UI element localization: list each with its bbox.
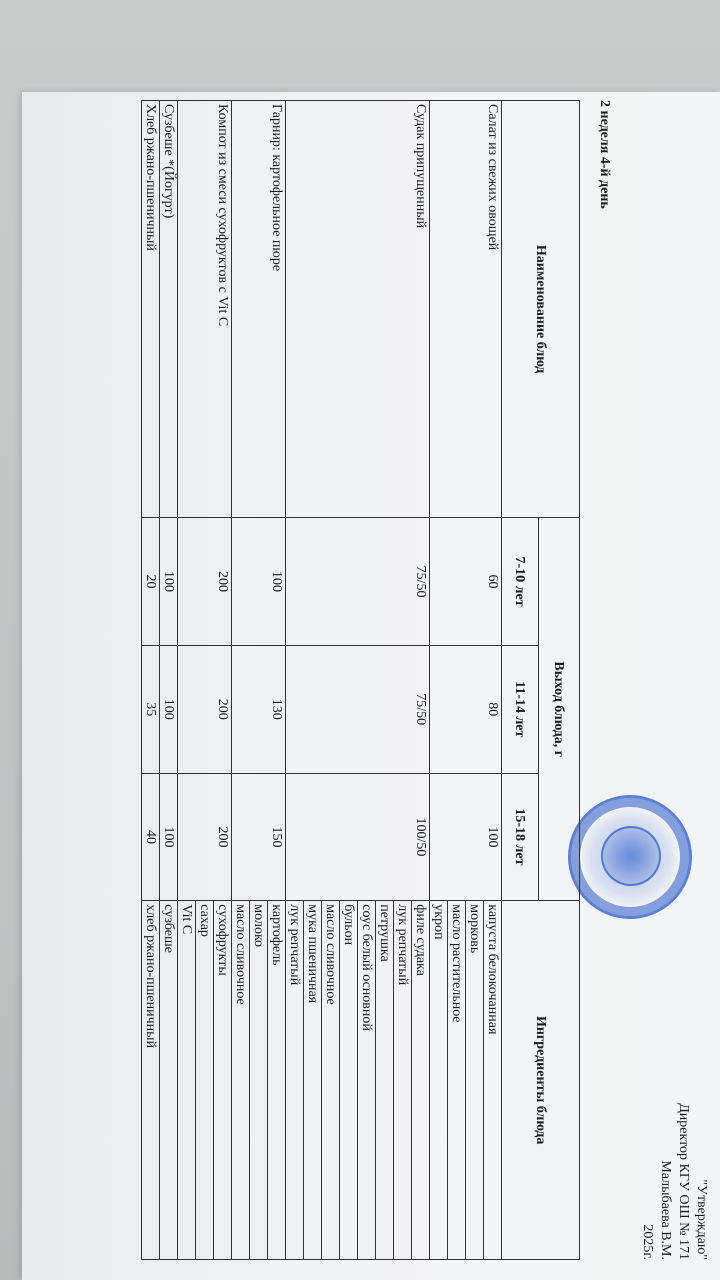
menu-page [20, 100, 710, 1260]
header-age-7-10: 7-10 лет [502, 518, 539, 646]
header-age-15-18: 15-18 лет [502, 773, 539, 901]
dish-name: Компот из смеси сухофруктов с Vit C [178, 101, 232, 518]
ingredient: масло растительное [448, 901, 466, 1260]
dish-value: 60 [430, 518, 502, 646]
dish-name: Судак припущенный [286, 101, 430, 518]
ingredient: молоко [250, 901, 268, 1260]
dish-name: Салат из свежих овощей [430, 101, 502, 518]
dish-value: 100 [232, 518, 286, 646]
dish-value: 40 [142, 773, 160, 901]
ingredient: сахар [196, 901, 214, 1260]
ingredient: лук репчатый [286, 901, 304, 1260]
ingredient: соус белый основной [358, 901, 376, 1260]
ingredient: хлеб ржано-пшеничный [142, 901, 160, 1260]
header-dish-name: Наименование блюд [502, 101, 580, 518]
ingredient: петрушка [376, 901, 394, 1260]
dish-value: 80 [430, 645, 502, 773]
dish-value: 75/50 [286, 518, 430, 646]
dish-value: 100 [430, 773, 502, 901]
ingredient: мука пшеничная [304, 901, 322, 1260]
dish-value: 200 [178, 645, 232, 773]
ingredient: бульон [340, 901, 358, 1260]
dish-name: Гарнир: картофельное пюре [232, 101, 286, 518]
dish-value: 100 [160, 645, 178, 773]
ingredient: сузбеше [160, 901, 178, 1260]
approval-line: Директор КГУ ОШ № 171 [676, 1103, 691, 1260]
approval-line: "Утверждаю" [694, 1179, 709, 1260]
dish-value: 200 [178, 773, 232, 901]
ingredient: Vit C [178, 901, 196, 1260]
approval-line: 2025г. [640, 1224, 655, 1260]
ingredient: филе судака [412, 901, 430, 1260]
stamp-seal [568, 795, 692, 919]
menu-table [141, 100, 580, 1260]
dish-value: 75/50 [286, 645, 430, 773]
stamp-emblem [601, 826, 661, 886]
ingredient: сухофрукты [214, 901, 232, 1260]
dish-value: 200 [178, 518, 232, 646]
ingredient: морковь [466, 901, 484, 1260]
dish-value: 130 [232, 645, 286, 773]
dish-value: 100 [160, 518, 178, 646]
header-age-11-14: 11-14 лет [502, 645, 539, 773]
dish-name: Хлеб ржано-пшеничный [142, 101, 160, 518]
dish-value: 100 [160, 773, 178, 901]
dish-value: 100/50 [286, 773, 430, 901]
ingredient: масло сливочное [232, 901, 250, 1260]
approval-line: Малыбаева В.М. [658, 1160, 673, 1260]
header-ingredients: Ингредиенты блюда [502, 901, 580, 1260]
ingredient: лук репчатый [394, 901, 412, 1260]
dish-value: 20 [142, 518, 160, 646]
ingredient: масло сливочное [322, 901, 340, 1260]
dish-name: Сузбеше *(Йогурт) [160, 101, 178, 518]
ingredient: картофель [268, 901, 286, 1260]
page-title: 2 неделя 4-й день [597, 100, 612, 209]
dish-value: 150 [232, 773, 286, 901]
ingredient: капуста белокочанная [484, 901, 502, 1260]
dish-value: 35 [142, 645, 160, 773]
ingredient: укроп [430, 901, 448, 1260]
approval-block [638, 1040, 710, 1260]
header-output: Выход блюда, г [539, 518, 580, 901]
